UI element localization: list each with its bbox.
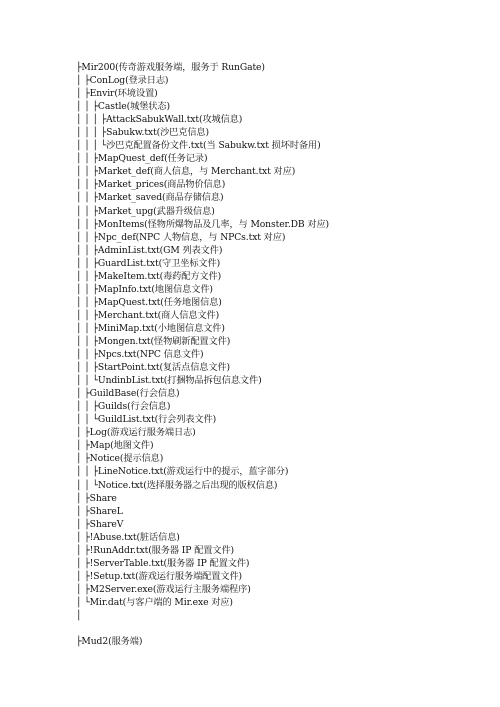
tree-line: │ ├!ServerTable.txt(服务器 IP 配置文件) — [76, 557, 250, 569]
tree-line: │ ├ShareL — [76, 505, 123, 517]
tree-line: │ │ ├Guilds(行会信息) — [76, 401, 171, 413]
tree-line: │ └Mir.dat(与客户端的 Mir.exe 对应) — [76, 596, 233, 608]
tree-line: │ │ │ └沙巴克配置备份文件.txt(当 Sabukw.txt 损坏时备用) — [76, 140, 321, 152]
tree-line: │ │ ├StartPoint.txt(复活点信息文件) — [76, 362, 231, 374]
tree-line: │ ├Log(游戏运行服务端日志) — [76, 427, 196, 439]
tree-line: │ │ ├Market_def(商人信息，与 Merchant.txt 对应) — [76, 166, 296, 178]
tree-line: │ │ ├Market_prices(商品物价信息) — [76, 179, 226, 191]
tree-line: │ ├!Abuse.txt(脏话信息) — [76, 531, 180, 543]
tree-line: │ ├ConLog(登录日志) — [76, 75, 169, 87]
tree-line: │ │ ├MonItems(怪物所爆物品及几率，与 Monster.DB 对应) — [76, 218, 330, 230]
tree-line: │ │ └GuildList.txt(行会列表文件) — [76, 414, 217, 426]
tree-line: │ ├!Setup.txt(游戏运行服务端配置文件) — [76, 570, 243, 582]
tree-line: │ │ ├MakeItem.txt(毒药配方文件) — [76, 270, 222, 282]
tree-line: │ ├Envir(环境设置) — [76, 88, 158, 100]
tree-line: │ │ ├Npcs.txt(NPC 信息文件) — [76, 349, 204, 361]
tree-line: │ │ ├GuardList.txt(守卫坐标文件) — [76, 257, 221, 269]
tree-line: │ — [76, 609, 82, 621]
directory-tree — [76, 61, 486, 648]
tree-line: │ ├Map(地图文件) — [76, 440, 154, 452]
tree-line: │ │ ├Npc_def(NPC 人物信息，与 NPCs.txt 对应) — [76, 231, 286, 243]
tree-line: │ ├Share — [76, 492, 117, 504]
tree-line: │ │ └UndinbList.txt(打捆物品拆包信息文件) — [76, 375, 262, 387]
tree-line: │ ├M2Server.exe(游戏运行主服务端程序) — [76, 583, 251, 595]
tree-line: │ │ │ ├AttackSabukWall.txt(攻城信息) — [76, 114, 243, 126]
tree-line: │ │ └Notice.txt(选择服务器之后出现的版权信息) — [76, 479, 278, 491]
tree-line: │ │ ├MapQuest.txt(任务地图信息) — [76, 296, 222, 308]
tree-line: │ │ ├LineNotice.txt(游戏运行中的提示，蓝字部分) — [76, 466, 289, 478]
tree-line: │ ├Notice(提示信息) — [76, 453, 164, 465]
tree-line: │ │ ├Castle(城堡状态) — [76, 101, 170, 113]
tree-line: │ │ ├MapInfo.txt(地图信息文件) — [76, 283, 213, 295]
tree-line: │ ├!RunAddr.txt(服务器 IP 配置文件) — [76, 544, 235, 556]
tree-line: ├Mir200(传奇游戏服务端，服务于 RunGate) — [76, 62, 265, 73]
tree-line: │ │ ├Mongen.txt(怪物刷新配置文件) — [76, 335, 231, 347]
tree-line: │ │ ├Merchant.txt(商人信息文件) — [76, 309, 220, 321]
tree-line: │ │ ├MapQuest_def(任务记录) — [76, 153, 208, 165]
tree-line: │ │ ├Market_upg(武器升级信息) — [76, 205, 215, 217]
tree-line: │ │ ├AdminList.txt(GM 列表文件) — [76, 244, 223, 256]
tree-line: │ │ ├Market_saved(商品存储信息) — [76, 192, 224, 204]
tree-line: │ │ │ ├Sabukw.txt(沙巴克信息) — [76, 127, 209, 139]
tree-line: │ │ ├MiniMap.txt(小地图信息文件) — [76, 322, 225, 334]
tree-line: ├Mud2(服务端) — [76, 636, 143, 648]
tree-line: │ ├GuildBase(行会信息) — [76, 388, 180, 400]
tree-line — [76, 622, 486, 635]
tree-line: │ ├ShareV — [76, 518, 124, 530]
